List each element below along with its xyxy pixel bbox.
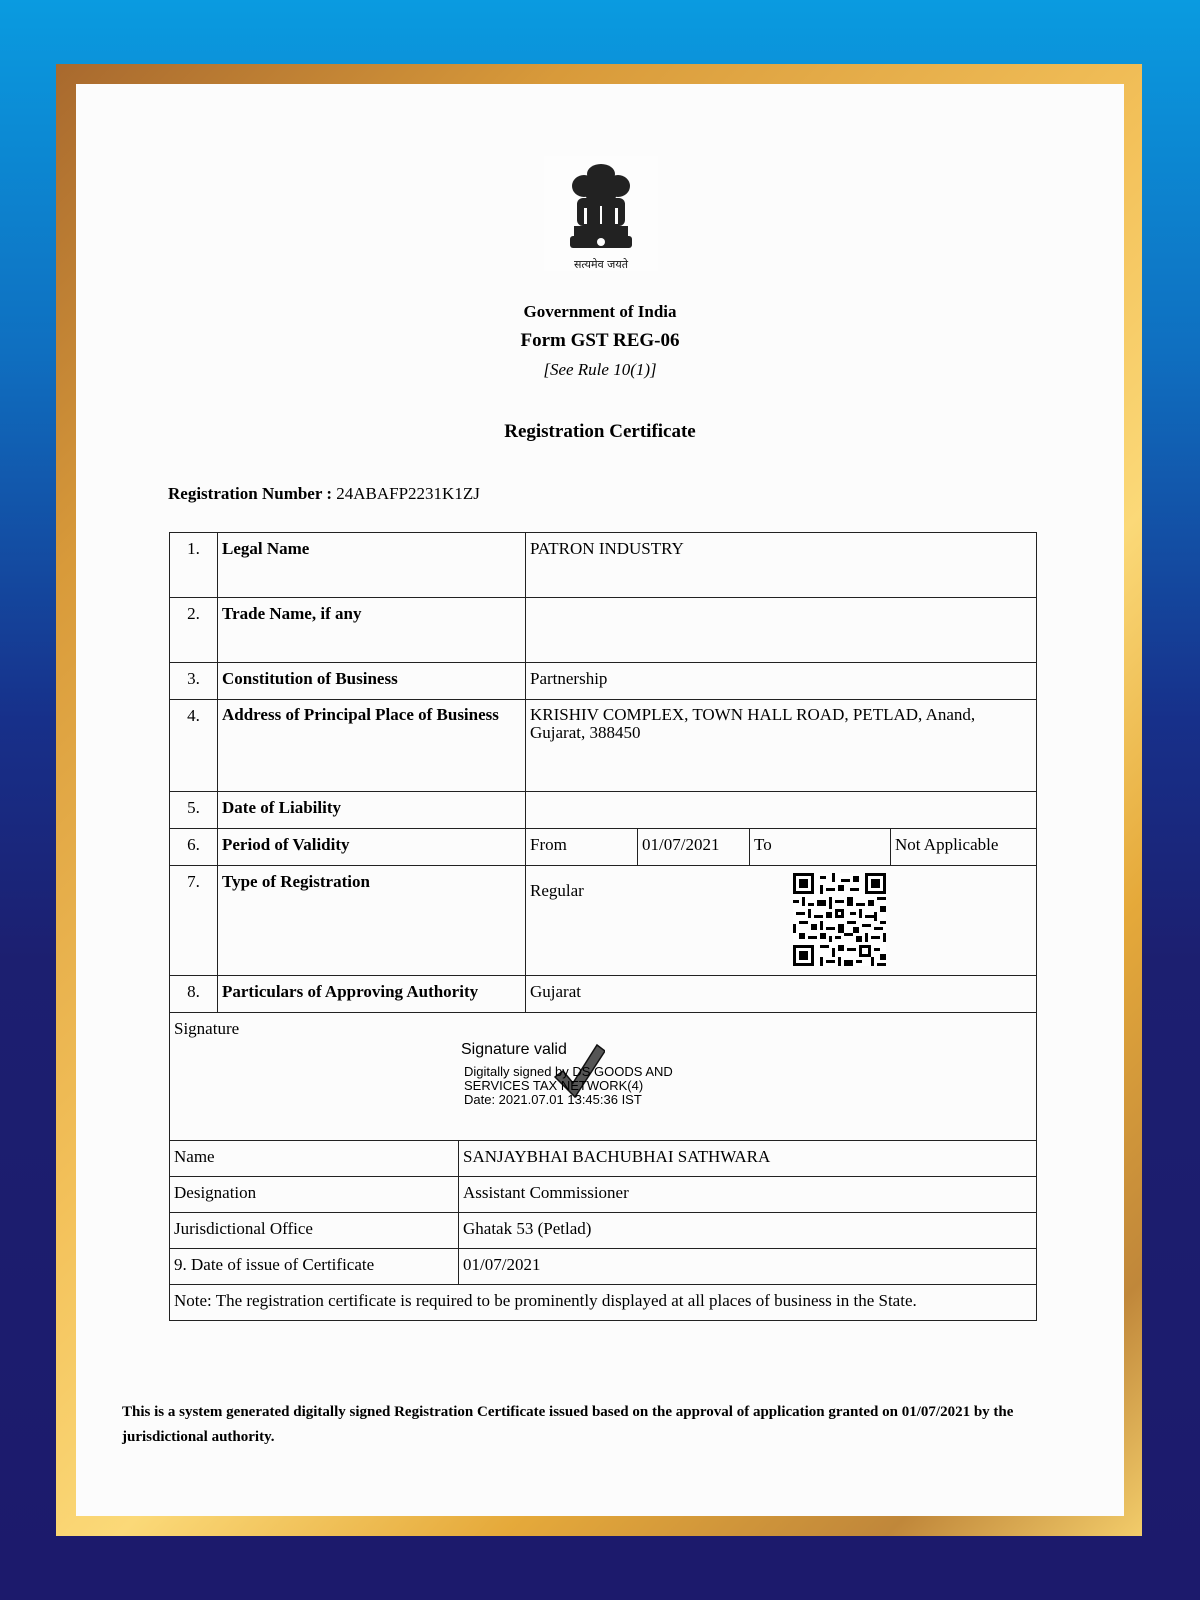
table-row <box>170 829 1037 866</box>
row-label: Constitution of Business <box>218 663 526 700</box>
officer-value: Ghatak 53 (Petlad) <box>459 1213 1037 1249</box>
officer-value: Assistant Commissioner <box>459 1177 1037 1213</box>
row-label: Trade Name, if any <box>218 598 526 663</box>
table-row <box>170 1249 1037 1285</box>
certificate-title: Registration Certificate <box>504 421 696 442</box>
officer-label: 9. Date of issue of Certificate <box>170 1249 459 1285</box>
signature-line-1: Digitally signed by DS GOODS AND <box>464 1064 673 1079</box>
signature-details <box>464 1065 673 1107</box>
rule-reference: [See Rule 10(1)] <box>543 360 657 379</box>
row-label: Date of Liability <box>218 792 526 829</box>
row-number: 3. <box>170 663 218 700</box>
row-value: KRISHIV COMPLEX, TOWN HALL ROAD, PETLAD, Anand, Gujarat, 388450 <box>526 700 1037 792</box>
row-label: Type of Registration <box>218 866 526 976</box>
row-value: Gujarat <box>526 976 1037 1013</box>
row-value <box>526 792 1037 829</box>
row-label: Period of Validity <box>218 829 526 866</box>
motto-text: सत्यमेव जयते <box>573 258 628 271</box>
footer-statement: This is a system generated digitally signed Registration Certificate issued based on the approval of application granted on 01/07/2021 by the jurisdictional authority. <box>122 1404 1014 1445</box>
table-row <box>170 792 1037 829</box>
row-number: 1. <box>170 533 218 598</box>
table-row <box>170 1285 1037 1321</box>
signature-line-3: Date: 2021.07.01 13:45:36 IST <box>464 1092 642 1107</box>
table-row <box>170 533 1037 598</box>
table-row <box>170 1141 1037 1177</box>
officer-label: Designation <box>170 1177 459 1213</box>
table-row <box>170 1177 1037 1213</box>
row-value: Partnership <box>526 663 1037 700</box>
government-title: Government of India <box>523 302 677 321</box>
details-table <box>169 532 1037 1141</box>
officer-table <box>169 1140 1037 1321</box>
officer-value: 01/07/2021 <box>459 1249 1037 1285</box>
officer-label: Jurisdictional Office <box>170 1213 459 1249</box>
qr-code-icon <box>793 873 886 966</box>
row-label: Particulars of Approving Authority <box>218 976 526 1013</box>
validity-to-value: Not Applicable <box>891 829 1037 866</box>
table-row <box>170 663 1037 700</box>
registration-number-value: 24ABAFP2231K1ZJ <box>336 484 480 503</box>
row-number: 7. <box>170 866 218 976</box>
signature-label: Signature <box>174 1019 240 1038</box>
validity-from-label: From <box>526 829 638 866</box>
table-row <box>170 700 1037 792</box>
officer-label: Name <box>170 1141 459 1177</box>
table-row <box>170 1213 1037 1249</box>
validity-from-date: 01/07/2021 <box>638 829 750 866</box>
signature-line-2: SERVICES TAX NETWORK(4) <box>464 1078 644 1093</box>
table-row <box>170 598 1037 663</box>
signature-row <box>170 1013 1037 1141</box>
table-row <box>170 976 1037 1013</box>
row-label: Address of Principal Place of Business <box>218 700 526 792</box>
registration-number-line <box>168 484 480 504</box>
signature-status: Signature valid <box>461 1041 567 1058</box>
officer-value: SANJAYBHAI BACHUBHAI SATHWARA <box>459 1141 1037 1177</box>
row-value: PATRON INDUSTRY <box>526 533 1037 598</box>
note-text: Note: The registration certificate is required to be prominently displayed at all places of business in the State. <box>170 1285 1037 1321</box>
row-value <box>526 598 1037 663</box>
form-title: Form GST REG-06 <box>520 330 680 351</box>
table-row <box>170 866 1037 976</box>
row-number: 4. <box>170 700 218 792</box>
row-number: 5. <box>170 792 218 829</box>
registration-number-label: Registration Number : <box>168 484 332 503</box>
row-value: Regular <box>526 866 1037 976</box>
signature-cell <box>170 1013 1037 1141</box>
row-label: Legal Name <box>218 533 526 598</box>
national-emblem-icon <box>544 156 658 271</box>
row-number: 2. <box>170 598 218 663</box>
row-number: 8. <box>170 976 218 1013</box>
validity-to-label: To <box>750 829 891 866</box>
row-number: 6. <box>170 829 218 866</box>
